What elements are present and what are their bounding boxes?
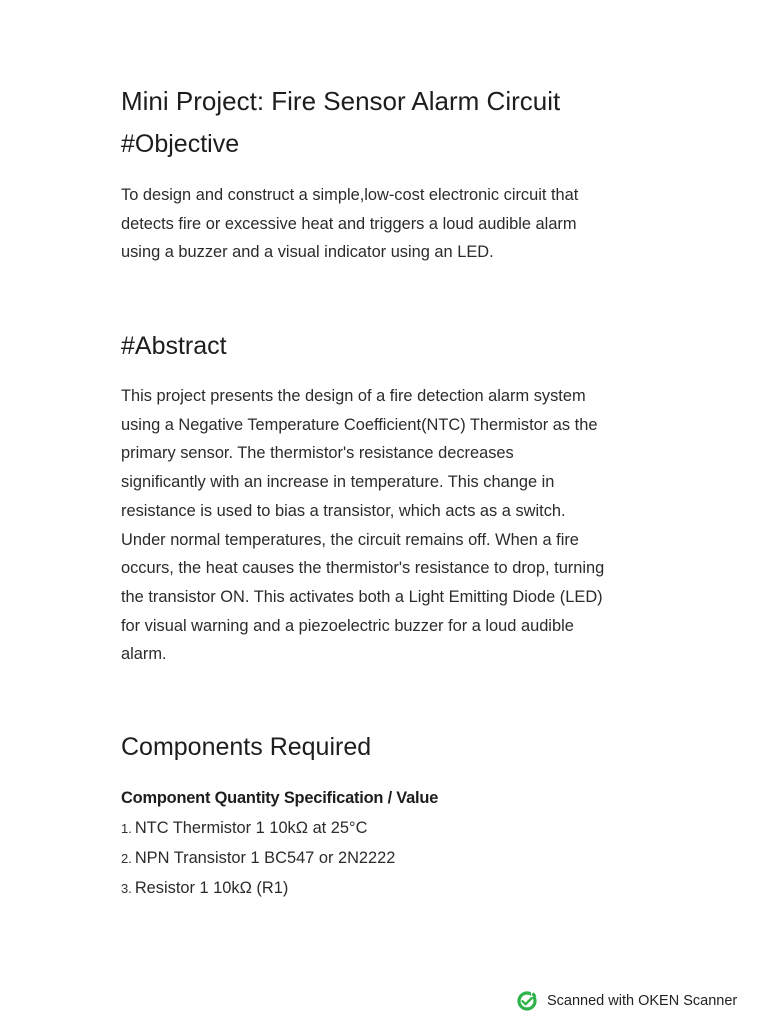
abstract-line: for visual warning and a piezoelectric buzzer for a loud audible bbox=[121, 616, 574, 635]
objective-heading: #Objective bbox=[121, 130, 240, 158]
list-item bbox=[121, 874, 395, 904]
objective-paragraph bbox=[121, 181, 661, 267]
abstract-line: using a Negative Temperature Coefficient(NTC) Thermistor as the bbox=[121, 415, 598, 434]
list-item-text: Resistor 1 10kΩ (R1) bbox=[134, 878, 289, 897]
document-title: Mini Project: Fire Sensor Alarm Circuit bbox=[121, 86, 561, 116]
list-item-number: 2. bbox=[121, 850, 132, 866]
list-item-text: NTC Thermistor 1 10kΩ at 25°C bbox=[134, 819, 368, 837]
list-item bbox=[121, 814, 395, 844]
components-table-header: Component Quantity Specification / Value bbox=[121, 789, 439, 807]
abstract-heading: #Abstract bbox=[121, 332, 227, 360]
objective-line: detects fire or excessive heat and triggers a loud audible alarm bbox=[121, 214, 577, 233]
oken-scanner-logo-icon bbox=[517, 991, 537, 1011]
scanner-text: Scanned with OKEN Scanner bbox=[547, 993, 738, 1009]
abstract-line: This project presents the design of a fire detection alarm system bbox=[121, 387, 586, 405]
objective-line: To design and construct a simple,low-cost electronic circuit that bbox=[121, 186, 579, 204]
abstract-line: primary sensor. The thermistor's resistance decreases bbox=[121, 444, 514, 463]
list-item-number: 1. bbox=[121, 821, 132, 836]
abstract-line: occurs, the heat causes the thermistor's resistance to drop, turning bbox=[121, 559, 605, 578]
abstract-line: alarm. bbox=[121, 645, 167, 664]
scanner-watermark bbox=[517, 990, 737, 1012]
components-list bbox=[121, 814, 395, 903]
abstract-line: Under normal temperatures, the circuit remains off. When a fire bbox=[121, 530, 579, 549]
components-heading: Components Required bbox=[121, 733, 372, 761]
abstract-line: the transistor ON. This activates both a Light Emitting Diode (LED) bbox=[121, 587, 603, 606]
abstract-paragraph bbox=[121, 382, 661, 669]
list-item-number: 3. bbox=[121, 880, 132, 896]
objective-line: using a buzzer and a visual indicator using an LED. bbox=[121, 243, 494, 262]
list-item-text: NPN Transistor 1 BC547 or 2N2222 bbox=[134, 848, 396, 867]
abstract-line: significantly with an increase in temperature. This change in bbox=[121, 473, 555, 492]
abstract-line: resistance is used to bias a transistor, which acts as a switch. bbox=[121, 501, 566, 520]
list-item bbox=[121, 844, 395, 874]
